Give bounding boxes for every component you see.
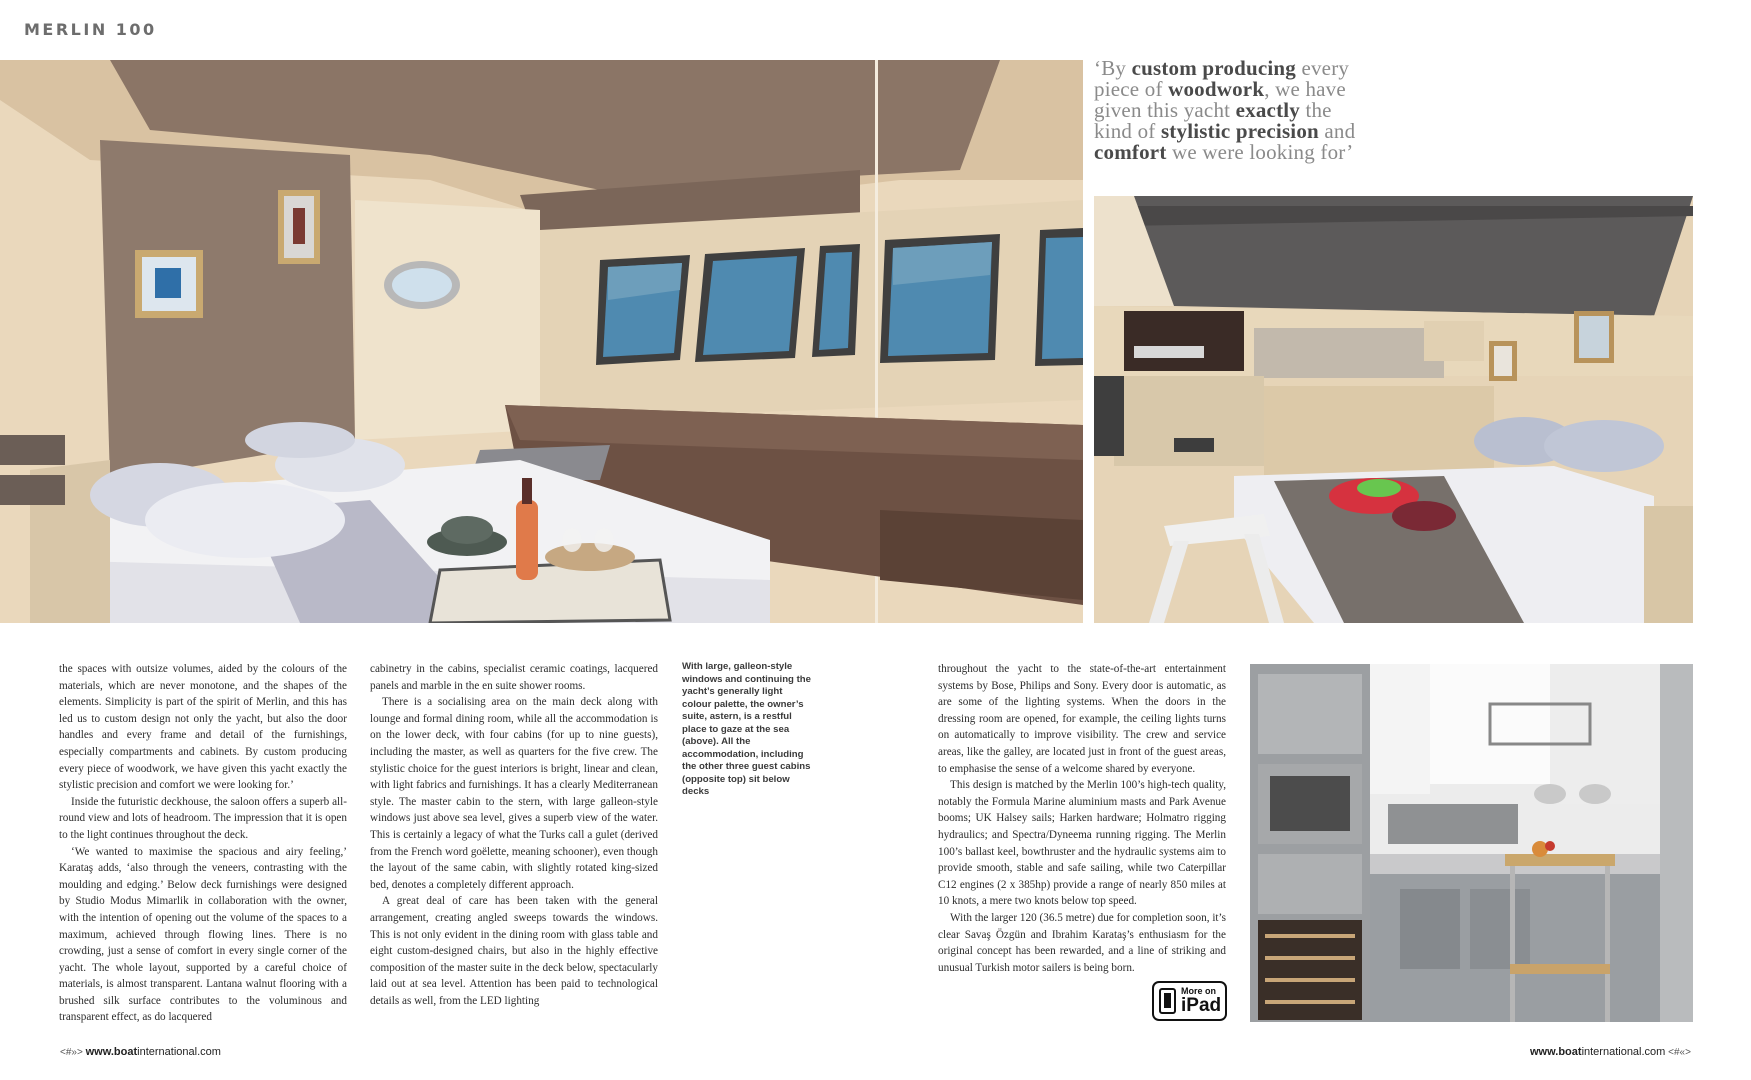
pull-quote-segment: every piece of — [1094, 56, 1350, 101]
footer-url-left[interactable]: www.boatinternational.com — [85, 1046, 221, 1058]
guest-cabin-photo — [1094, 196, 1693, 623]
body-column-1 — [59, 661, 347, 1026]
body-paragraph: ‘We wanted to maximise the spacious and airy feeling,’ Karataş adds, ‘also through the veneers, contrasting with the moulding and edging.’ Below deck furnishings were designed by Studio Modus Mimarlik in collaboration with the owner, with the intention of opening out the volume of the spaces to a maximum, achieved through flowing lines. There is no crowding, just a sense of comfort in every single corner of the yacht. The whole layout, supported by a careful choice of materials, is almost transparent. Lantana walnut flooring with a brushed silk surface contributes to the voluminous and transparent effect, as do lacquered — [59, 845, 347, 1024]
body-paragraph: This design is matched by the Merlin 100’s high-tech quality, notably the Formula Marine aluminium masts and Park Avenue booms; UK Halsey sails; Harken hardware; Holmatro rigging hydraulics; and Spectra/Dyneema running rigging. The Merlin 100’s ballast keel, bowthruster and the hydraulic systems aim to provide smooth, stable and safe sailing, while two Caterpillar C12 engines (2 x 385hp) provide a range of nearly 850 miles at 10 knots, a mere two knots below top speed. — [938, 779, 1226, 908]
body-paragraph: throughout the yacht to the state-of-the-art entertainment systems by Bose, Philips and Sony. Every door is automatic, as are some of the lighting systems. When the doors in the dressing room are opened, for example, the ceiling lights turns on automatically to improve visibility. The crew and service areas, like the galley, are located just in front of the guest areas, to emphasise the sense of a welcome shared by everyone. — [938, 663, 1226, 775]
body-column-2 — [370, 661, 658, 1009]
master-cabin-photo — [0, 60, 1083, 623]
galley-photo — [1250, 664, 1693, 1022]
page-number-right: <#«> — [1668, 1047, 1691, 1058]
body-paragraph: the spaces with outsize volumes, aided by the colours of the materials, which are never monotone, and the shapes of the elements. Simplicity is part of the spirit of Merlin, and this has led us to custom design not only the yacht, but also the door handles and every frame and detail of the furnishings, especially compartments and cabinets. By custom producing every piece of woodwork, we have given this yacht exactly the stylistic precision and comfort we were looking for.’ — [59, 663, 347, 792]
footer-left — [60, 1046, 221, 1058]
footer-url-right[interactable]: www.boatinternational.com — [1530, 1046, 1666, 1058]
more-on-ipad-badge[interactable] — [1152, 981, 1227, 1021]
body-paragraph: Inside the futuristic deckhouse, the saloon offers a superb all-round view and lots of headroom. The impression that it is open to the light continues throughout the deck. — [59, 795, 347, 841]
pull-quote — [1094, 58, 1364, 163]
body-paragraph: A great deal of care has been taken with the general arrangement, creating angled sweeps towards the windows. This is not only evident in the dining room with glass table and eight custom-designed chairs, but also in the highly effective composition of the master suite in the deck below, spectacularly laid out at sea level. Attention has been paid to technological details as well, from the LED lighting — [370, 895, 658, 1007]
pull-quote-segment: woodwork — [1168, 77, 1265, 101]
pull-quote-segment: , we have given this yacht — [1094, 77, 1346, 122]
photo-caption: With large, galleon-style windows and continuing the yacht’s generally light colour palette, the owner’s suite, astern, is a restful place to gaze at the sea (above). All the accommodation, including the other three guest cabins (opposite top) sit below decks — [682, 661, 811, 797]
ipad-icon — [1159, 988, 1176, 1014]
badge-big-label: iPad — [1181, 995, 1222, 1016]
pull-quote-segment: comfort — [1094, 140, 1167, 164]
footer-right — [1530, 1046, 1691, 1058]
magazine-running-head: MERLIN 100 — [24, 20, 157, 39]
pull-quote-segment: we were looking for’ — [1166, 140, 1354, 164]
pull-quote-segment: the kind of — [1094, 98, 1332, 143]
body-column-3 — [938, 661, 1226, 976]
body-paragraph: There is a socialising area on the main deck along with lounge and formal dining room, while all the accommodation is on the lower deck, with four cabins (for up to nine guests), including the master, as well as quarters for the five crew. The stylistic choice for the guest interiors is bright, linear and clean, with light fabrics and furnishings. It has a clearly Mediterranean style. The master cabin to the stern, with large galleon-style windows just above sea level, gives a superb view of the water. This is certainly a legacy of what the Turks call a gulet (derived from the French word goëlette, meaning schooner), even though the layout of the same cabin, with slightly rotated king-sized bed, denotes a completely different approach. — [370, 696, 658, 891]
pull-quote-segment: stylistic precision — [1160, 119, 1319, 143]
body-paragraph: With the larger 120 (36.5 metre) due for completion soon, it’s clear Savaş Özgün and Ibrahim Karataş’s enthusiasm for the original concept has been rewarded, and a line of striking and unusual Turkish motor sailers is being born. — [938, 911, 1226, 974]
pull-quote-segment: and — [1318, 119, 1356, 143]
pull-quote-segment: exactly — [1235, 98, 1300, 122]
badge-small-label: More on — [1181, 986, 1216, 996]
pull-quote-segment: custom producing — [1131, 56, 1296, 80]
pull-quote-segment: ‘By — [1094, 56, 1132, 80]
page-number-left: <#»> — [60, 1047, 83, 1058]
body-paragraph: cabinetry in the cabins, specialist ceramic coatings, lacquered panels and marble in the en suite shower rooms. — [370, 663, 658, 692]
